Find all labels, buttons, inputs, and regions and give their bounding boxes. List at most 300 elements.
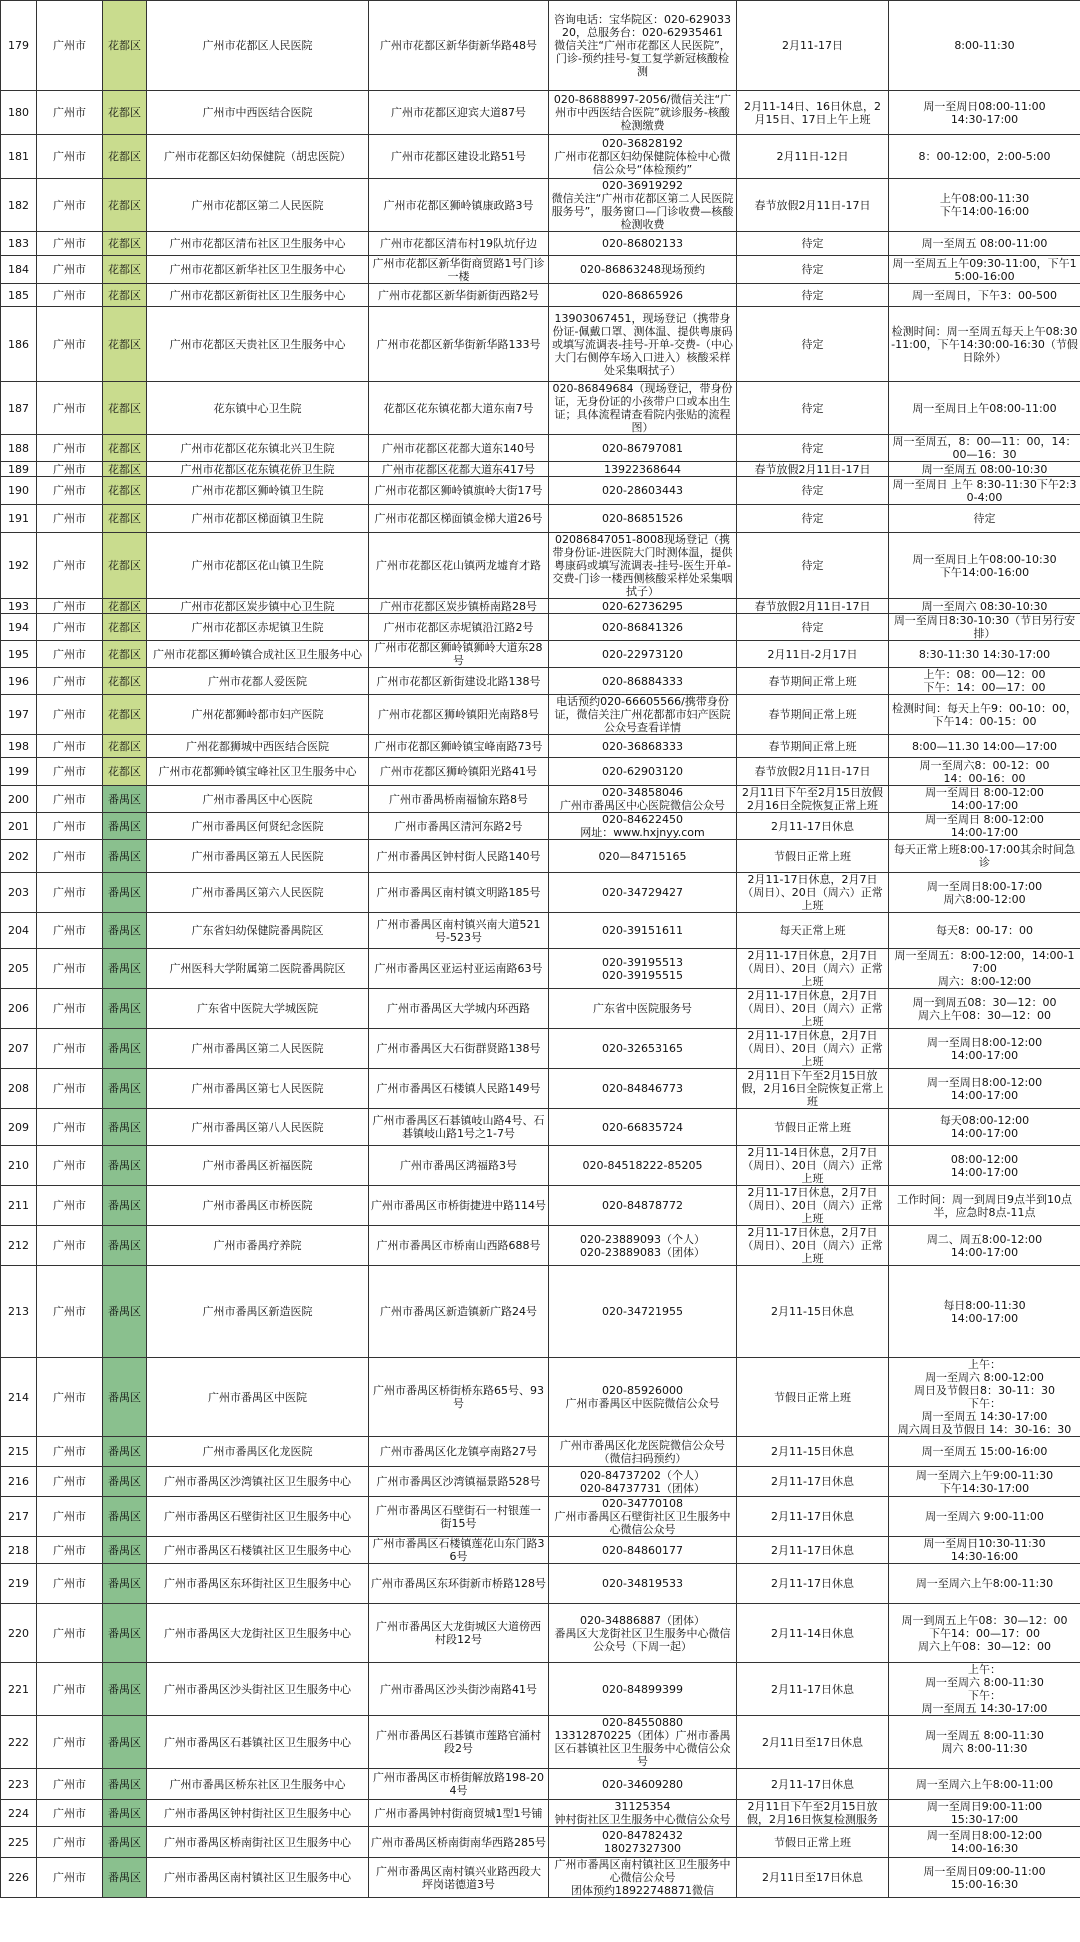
cell-holiday: 节假日正常上班 xyxy=(737,840,889,873)
table-row xyxy=(1,735,1080,758)
table-row xyxy=(1,1858,1080,1898)
cell-contact: 020-86865926 xyxy=(549,284,737,307)
cell-district: 花都区 xyxy=(103,668,147,695)
cell-address: 广州市番禺区南村镇文明路185号 xyxy=(369,873,549,913)
cell-index: 213 xyxy=(1,1266,37,1358)
cell-district: 番禺区 xyxy=(103,1827,147,1858)
cell-city: 广州市 xyxy=(37,614,103,641)
cell-city: 广州市 xyxy=(37,91,103,135)
cell-district: 花都区 xyxy=(103,505,147,533)
cell-index: 192 xyxy=(1,533,37,599)
table-row xyxy=(1,284,1080,307)
table-row xyxy=(1,1358,1080,1437)
cell-index: 187 xyxy=(1,382,37,435)
cell-address: 广州市番禺区石碁镇岐山路4号、石碁镇岐山路1号之1-7号 xyxy=(369,1109,549,1146)
cell-city: 广州市 xyxy=(37,1069,103,1109)
cell-holiday: 春节放假2月11日-17日 xyxy=(737,758,889,786)
cell-holiday: 春节放假2月11日-17日 xyxy=(737,462,889,477)
cell-hours: 8:30-11:30 14:30-17:00 xyxy=(889,641,1080,668)
cell-index: 223 xyxy=(1,1769,37,1800)
cell-district: 番禺区 xyxy=(103,1564,147,1604)
cell-hours: 8:00—11.30 14:00—17:00 xyxy=(889,735,1080,758)
cell-holiday: 2月11日下午至2月15日放假 2月16日全院恢复正常上班 xyxy=(737,786,889,813)
cell-district: 番禺区 xyxy=(103,989,147,1029)
cell-district: 番禺区 xyxy=(103,913,147,949)
cell-name: 广州市番禺区桥东社区卫生服务中心 xyxy=(147,1769,369,1800)
table-row xyxy=(1,435,1080,462)
cell-hours: 周一至周五 8:00-11:30 周六 8:00-11:30 xyxy=(889,1716,1080,1769)
cell-district: 番禺区 xyxy=(103,1858,147,1898)
cell-index: 181 xyxy=(1,135,37,179)
cell-address: 广州市番禺区南村镇兴南大道521号-523号 xyxy=(369,913,549,949)
cell-name: 广州市番禺区市桥医院 xyxy=(147,1186,369,1226)
cell-district: 番禺区 xyxy=(103,1800,147,1827)
table-row xyxy=(1,873,1080,913)
cell-district: 番禺区 xyxy=(103,949,147,989)
cell-hours: 周一至周日08:00-11:00 14:30-17:00 xyxy=(889,91,1080,135)
cell-name: 广州市番禺区桥南街社区卫生服务中心 xyxy=(147,1827,369,1858)
cell-hours: 周一至周日，下午3：00-500 xyxy=(889,284,1080,307)
cell-city: 广州市 xyxy=(37,873,103,913)
cell-name: 广州市番禺区新造医院 xyxy=(147,1266,369,1358)
cell-name: 广州市花都区新街社区卫生服务中心 xyxy=(147,284,369,307)
cell-holiday: 节假日正常上班 xyxy=(737,1109,889,1146)
cell-city: 广州市 xyxy=(37,1827,103,1858)
cell-contact: 020-86884333 xyxy=(549,668,737,695)
cell-holiday: 待定 xyxy=(737,533,889,599)
cell-city: 广州市 xyxy=(37,505,103,533)
cell-address: 广州市花都区新华街商贸路1号门诊一楼 xyxy=(369,256,549,284)
cell-city: 广州市 xyxy=(37,179,103,232)
cell-name: 广州市番禺区石楼镇社区卫生服务中心 xyxy=(147,1537,369,1564)
cell-district: 花都区 xyxy=(103,735,147,758)
cell-district: 花都区 xyxy=(103,599,147,614)
cell-district: 花都区 xyxy=(103,533,147,599)
cell-contact: 020-66835724 xyxy=(549,1109,737,1146)
cell-hours: 周二、周五8:00-12:00 14:00-17:00 xyxy=(889,1226,1080,1266)
cell-address: 广州市花都区梯面镇金梯大道26号 xyxy=(369,505,549,533)
cell-contact: 020-62736295 xyxy=(549,599,737,614)
cell-contact: 020-86888997-2056/微信关注“广州市中西医结合医院”就诊服务-核酸检测缴费 xyxy=(549,91,737,135)
cell-holiday: 2月11-17日休息 xyxy=(737,1663,889,1716)
table-row xyxy=(1,1,1080,91)
cell-index: 208 xyxy=(1,1069,37,1109)
cell-holiday: 每天正常上班 xyxy=(737,913,889,949)
cell-district: 花都区 xyxy=(103,462,147,477)
cell-index: 198 xyxy=(1,735,37,758)
cell-hours: 周一至周日9:00-11:00 15:30-17:00 xyxy=(889,1800,1080,1827)
cell-name: 广州市番禺区第五人民医院 xyxy=(147,840,369,873)
cell-city: 广州市 xyxy=(37,1186,103,1226)
cell-index: 190 xyxy=(1,477,37,505)
cell-index: 189 xyxy=(1,462,37,477)
cell-city: 广州市 xyxy=(37,1716,103,1769)
cell-hours: 周一至周五 08:00-11:00 xyxy=(889,232,1080,256)
cell-index: 202 xyxy=(1,840,37,873)
cell-name: 广州市番禺区何贤纪念医院 xyxy=(147,813,369,840)
cell-contact: 020-84550880 13312870225（团体）广州市番禺区石碁镇社区卫生服务中心微信公众号 xyxy=(549,1716,737,1769)
cell-district: 番禺区 xyxy=(103,1663,147,1716)
cell-city: 广州市 xyxy=(37,1537,103,1564)
cell-name: 广州市番禺区沙湾镇社区卫生服务中心 xyxy=(147,1467,369,1497)
cell-name: 广州市番禺区第六人民医院 xyxy=(147,873,369,913)
cell-city: 广州市 xyxy=(37,1,103,91)
cell-city: 广州市 xyxy=(37,735,103,758)
table-row xyxy=(1,1266,1080,1358)
table-row xyxy=(1,135,1080,179)
table-row xyxy=(1,695,1080,735)
cell-name: 广州市番禺区中医院 xyxy=(147,1358,369,1437)
cell-contact: 020-34770108 广州市番禺区石壁街社区卫生服务中心微信公众号 xyxy=(549,1497,737,1537)
cell-contact: 13903067451，现场登记（携带身份证-佩戴口罩、测体温、提供粤康码或填写流调表-挂号-开单-交费-（中心大门右侧停车场入口进入）核酸采样处采集咽拭子） xyxy=(549,307,737,382)
cell-city: 广州市 xyxy=(37,1358,103,1437)
cell-contact: 020-86802133 xyxy=(549,232,737,256)
cell-address: 广州市番禺区亚运村亚运南路63号 xyxy=(369,949,549,989)
cell-holiday: 待定 xyxy=(737,435,889,462)
cell-holiday: 待定 xyxy=(737,614,889,641)
cell-holiday: 待定 xyxy=(737,505,889,533)
table-row xyxy=(1,949,1080,989)
table-row xyxy=(1,913,1080,949)
cell-address: 广州市番禺区石碁镇市莲路官涌村段2号 xyxy=(369,1716,549,1769)
cell-holiday: 2月11-17日休息 xyxy=(737,1497,889,1537)
cell-contact: 020-86851526 xyxy=(549,505,737,533)
cell-hours: 每天08:00-12:00 14:00-17:00 xyxy=(889,1109,1080,1146)
cell-district: 番禺区 xyxy=(103,1146,147,1186)
cell-hours: 周一至周日8:00-17:00 周六8:00-12:00 xyxy=(889,873,1080,913)
cell-index: 221 xyxy=(1,1663,37,1716)
cell-city: 广州市 xyxy=(37,668,103,695)
cell-address: 广州市花都区花都大道东417号 xyxy=(369,462,549,477)
cell-holiday: 2月11日至17日休息 xyxy=(737,1858,889,1898)
cell-district: 花都区 xyxy=(103,435,147,462)
cell-address: 广州市番禺区大学城内环西路 xyxy=(369,989,549,1029)
cell-name: 广州市花都区花山镇卫生院 xyxy=(147,533,369,599)
cell-city: 广州市 xyxy=(37,284,103,307)
cell-holiday: 2月11-17日休息，2月7日（周日）、20日（周六）正常上班 xyxy=(737,1029,889,1069)
table-row xyxy=(1,462,1080,477)
table-row xyxy=(1,256,1080,284)
cell-name: 广东省妇幼保健院番禺院区 xyxy=(147,913,369,949)
table-row xyxy=(1,533,1080,599)
cell-holiday: 2月11日下午至2月15日放假，2月16日恢复检测服务 xyxy=(737,1800,889,1827)
table-row xyxy=(1,1716,1080,1769)
cell-name: 广州市花都区天贵社区卫生服务中心 xyxy=(147,307,369,382)
cell-contact: 020-36828192 广州市花都区妇幼保健院体检中心微信公众号“体检预约” xyxy=(549,135,737,179)
cell-hours: 周一到周五08：30—12：00 周六上午08：30—12：00 xyxy=(889,989,1080,1029)
cell-holiday: 2月11-17日休息，2月7日（周日）、20日（周六）正常上班 xyxy=(737,1226,889,1266)
cell-district: 花都区 xyxy=(103,614,147,641)
cell-name: 广州市番禺区第七人民医院 xyxy=(147,1069,369,1109)
cell-contact: 020-34858046 广州市番禺区中心医院微信公众号 xyxy=(549,786,737,813)
cell-contact: 020-28603443 xyxy=(549,477,737,505)
cell-contact: 020-86849684（现场登记，带身份证，无身份证的小孩带户口或本出生证；具体流程请查看院内张贴的流程图） xyxy=(549,382,737,435)
table-row xyxy=(1,758,1080,786)
cell-hours: 周一至周日8:00-12:00 14:00-16:30 xyxy=(889,1827,1080,1858)
cell-index: 216 xyxy=(1,1467,37,1497)
cell-hours: 周一至周日上午08:00-10:30 下午14:00-16:00 xyxy=(889,533,1080,599)
cell-hours: 周一至周日8:00-12:00 14:00-17:00 xyxy=(889,1069,1080,1109)
cell-district: 番禺区 xyxy=(103,1226,147,1266)
table-row xyxy=(1,1029,1080,1069)
cell-holiday: 春节放假2月11日-17日 xyxy=(737,179,889,232)
table-row xyxy=(1,1109,1080,1146)
cell-holiday: 2月11-14日休息，2月7日（周日）、20日（周六）正常上班 xyxy=(737,1146,889,1186)
cell-address: 广州市番禺钟村街商贸城1型1号铺 xyxy=(369,1800,549,1827)
cell-holiday: 2月11-15日休息 xyxy=(737,1437,889,1467)
cell-district: 花都区 xyxy=(103,641,147,668)
table-row xyxy=(1,91,1080,135)
cell-district: 番禺区 xyxy=(103,1769,147,1800)
cell-district: 番禺区 xyxy=(103,1029,147,1069)
cell-city: 广州市 xyxy=(37,1109,103,1146)
table-row xyxy=(1,477,1080,505)
cell-district: 番禺区 xyxy=(103,1604,147,1663)
cell-index: 218 xyxy=(1,1537,37,1564)
cell-address: 广州市花都区狮岭镇旗岭大街17号 xyxy=(369,477,549,505)
cell-name: 广州市花都区第二人民医院 xyxy=(147,179,369,232)
cell-city: 广州市 xyxy=(37,477,103,505)
cell-district: 花都区 xyxy=(103,284,147,307)
cell-name: 广州市花都区炭步镇中心卫生院 xyxy=(147,599,369,614)
cell-contact: 电话预约020-66605566/携带身份证，微信关注广州花都都市妇产医院公众号查看详情 xyxy=(549,695,737,735)
cell-index: 225 xyxy=(1,1827,37,1858)
table-row xyxy=(1,1537,1080,1564)
cell-contact: 020-34721955 xyxy=(549,1266,737,1358)
cell-city: 广州市 xyxy=(37,1437,103,1467)
cell-hours: 上午： 周一至周六 8:00-12:00 周日及节假日8：30-11：30 下午： 周一至周五 14:30-17:00 周六周日及节假日 14：30-16：30 xyxy=(889,1358,1080,1437)
cell-holiday: 2月11日-12日 xyxy=(737,135,889,179)
table-row xyxy=(1,505,1080,533)
cell-address: 广州市番禺区清河东路2号 xyxy=(369,813,549,840)
cell-hours: 每天正常上班8:00-17:00其余时间急诊 xyxy=(889,840,1080,873)
cell-contact: 广东省中医院服务号 xyxy=(549,989,737,1029)
cell-district: 花都区 xyxy=(103,382,147,435)
cell-holiday: 2月11-14日休息 xyxy=(737,1604,889,1663)
cell-district: 花都区 xyxy=(103,256,147,284)
cell-name: 广州花都狮岭都市妇产医院 xyxy=(147,695,369,735)
cell-address: 广州市花都区狮岭镇康政路3号 xyxy=(369,179,549,232)
cell-hours: 周一至周日8:30-10:30（节日另行安排） xyxy=(889,614,1080,641)
cell-index: 204 xyxy=(1,913,37,949)
table-row xyxy=(1,786,1080,813)
cell-address: 广州市番禺区新造镇新广路24号 xyxy=(369,1266,549,1358)
cell-address: 广州市番禺桥南福愉东路8号 xyxy=(369,786,549,813)
cell-contact: 020-84622450 网址：www.hxjnyy.com xyxy=(549,813,737,840)
cell-holiday: 春节期间正常上班 xyxy=(737,735,889,758)
cell-holiday: 待定 xyxy=(737,307,889,382)
cell-city: 广州市 xyxy=(37,989,103,1029)
cell-hours: 周一至周五 08:00-10:30 xyxy=(889,462,1080,477)
cell-hours: 周一至周六 9:00-11:00 xyxy=(889,1497,1080,1537)
cell-city: 广州市 xyxy=(37,1858,103,1898)
cell-index: 193 xyxy=(1,599,37,614)
cell-hours: 周一至周日09:00-11:00 15:00-16:30 xyxy=(889,1858,1080,1898)
cell-district: 番禺区 xyxy=(103,1537,147,1564)
cell-hours: 周一至周六 08:30-10:30 xyxy=(889,599,1080,614)
cell-name: 广州市花都区妇幼保健院（胡忠医院） xyxy=(147,135,369,179)
cell-address: 广州市花都区炭步镇桥南路28号 xyxy=(369,599,549,614)
cell-name: 广州花都狮城中西医结合医院 xyxy=(147,735,369,758)
cell-address: 广州市花都区狮岭镇狮岭大道东28号 xyxy=(369,641,549,668)
cell-index: 186 xyxy=(1,307,37,382)
cell-district: 花都区 xyxy=(103,758,147,786)
cell-contact: 020—84715165 xyxy=(549,840,737,873)
cell-hours: 周一至周五 15:00-16:00 xyxy=(889,1437,1080,1467)
cell-address: 广州市花都区狮岭镇宝峰南路73号 xyxy=(369,735,549,758)
table-body xyxy=(1,1,1080,1898)
cell-name: 广州市花都区狮岭镇卫生院 xyxy=(147,477,369,505)
cell-holiday: 2月11日至17日休息 xyxy=(737,1716,889,1769)
cell-address: 广州市番禺区大石街群贤路138号 xyxy=(369,1029,549,1069)
cell-index: 212 xyxy=(1,1226,37,1266)
cell-address: 广州市番禺区钟村街人民路140号 xyxy=(369,840,549,873)
cell-index: 180 xyxy=(1,91,37,135)
cell-holiday: 2月11-17日休息 xyxy=(737,813,889,840)
cell-index: 196 xyxy=(1,668,37,695)
table-row xyxy=(1,599,1080,614)
cell-contact: 020-85926000 广州市番禺区中医院微信公众号 xyxy=(549,1358,737,1437)
cell-name: 广州市番禺区中心医院 xyxy=(147,786,369,813)
cell-contact: 020-84846773 xyxy=(549,1069,737,1109)
cell-contact: 020-39195513 020-39195515 xyxy=(549,949,737,989)
cell-address: 广州市花都区狮岭镇阳光路41号 xyxy=(369,758,549,786)
cell-city: 广州市 xyxy=(37,1564,103,1604)
cell-name: 广州市花都人爱医院 xyxy=(147,668,369,695)
table-row xyxy=(1,668,1080,695)
cell-hours: 周一至周日 8:00-12:00 14:00-17:00 xyxy=(889,786,1080,813)
cell-contact: 02086847051-8008现场登记（携带身份证-进医院大门时测体温，提供粤康码或填写流调表-挂号-医生开单-交费-门诊一楼西侧核酸采样处采集咽拭子） xyxy=(549,533,737,599)
cell-city: 广州市 xyxy=(37,1769,103,1800)
cell-contact: 020-86863248现场预约 xyxy=(549,256,737,284)
table-row xyxy=(1,1564,1080,1604)
cell-name: 广州市番禺疗养院 xyxy=(147,1226,369,1266)
cell-city: 广州市 xyxy=(37,232,103,256)
table-row xyxy=(1,1827,1080,1858)
cell-contact: 020-22973120 xyxy=(549,641,737,668)
cell-contact: 020-36868333 xyxy=(549,735,737,758)
cell-address: 广州市番禺区石壁街石一村银莲一街15号 xyxy=(369,1497,549,1537)
cell-district: 番禺区 xyxy=(103,1467,147,1497)
table-row xyxy=(1,641,1080,668)
cell-address: 广州市番禺区桥街桥东路65号、93号 xyxy=(369,1358,549,1437)
cell-index: 219 xyxy=(1,1564,37,1604)
cell-contact: 020-62903120 xyxy=(549,758,737,786)
table-row xyxy=(1,813,1080,840)
cell-holiday: 待定 xyxy=(737,232,889,256)
cell-name: 花东镇中心卫生院 xyxy=(147,382,369,435)
cell-hours: 周一至周日10:30-11:30 14:30-16:00 xyxy=(889,1537,1080,1564)
cell-name: 广州市花都区赤坭镇卫生院 xyxy=(147,614,369,641)
cell-hours: 工作时间：周一到周日9点半到10点半，应急时8点-11点 xyxy=(889,1186,1080,1226)
cell-district: 花都区 xyxy=(103,179,147,232)
cell-district: 番禺区 xyxy=(103,1109,147,1146)
cell-district: 花都区 xyxy=(103,232,147,256)
cell-hours: 周一至周五，8：00—11：00，14：00—16：30 xyxy=(889,435,1080,462)
cell-district: 花都区 xyxy=(103,695,147,735)
cell-name: 广州市花都区新华社区卫生服务中心 xyxy=(147,256,369,284)
cell-holiday: 2月11-17日休息 xyxy=(737,1537,889,1564)
cell-hours: 周一至周日 8:00-12:00 14:00-17:00 xyxy=(889,813,1080,840)
cell-hours: 08:00-12:00 14:00-17:00 xyxy=(889,1146,1080,1186)
cell-index: 203 xyxy=(1,873,37,913)
cell-index: 211 xyxy=(1,1186,37,1226)
cell-district: 番禺区 xyxy=(103,1716,147,1769)
table-row xyxy=(1,1146,1080,1186)
table-row xyxy=(1,382,1080,435)
table-row xyxy=(1,1769,1080,1800)
table-row xyxy=(1,989,1080,1029)
cell-contact: 020-34819533 xyxy=(549,1564,737,1604)
cell-name: 广州市番禺区第二人民医院 xyxy=(147,1029,369,1069)
cell-name: 广州医科大学附属第二医院番禺院区 xyxy=(147,949,369,989)
cell-index: 214 xyxy=(1,1358,37,1437)
cell-hours: 周一至周五：8:00-12:00，14:00-17:00 周六：8:00-12:00 xyxy=(889,949,1080,989)
cell-name: 广州市中西医结合医院 xyxy=(147,91,369,135)
cell-hours: 周一到周五上午08：30—12：00 下午14：00—17：00 周六上午08：30—12：00 xyxy=(889,1604,1080,1663)
table-row xyxy=(1,1800,1080,1827)
cell-contact: 广州市番禺区化龙医院微信公众号（微信扫码预约） xyxy=(549,1437,737,1467)
cell-name: 广州市番禺区钟村街社区卫生服务中心 xyxy=(147,1800,369,1827)
table-row xyxy=(1,614,1080,641)
cell-holiday: 2月11-17日休息 xyxy=(737,1769,889,1800)
table-row xyxy=(1,1069,1080,1109)
table-row xyxy=(1,1497,1080,1537)
table-row xyxy=(1,1663,1080,1716)
cell-name: 广州市花都区狮岭镇合成社区卫生服务中心 xyxy=(147,641,369,668)
cell-index: 183 xyxy=(1,232,37,256)
cell-city: 广州市 xyxy=(37,1497,103,1537)
cell-address: 广州市花都区建设北路51号 xyxy=(369,135,549,179)
cell-index: 210 xyxy=(1,1146,37,1186)
cell-city: 广州市 xyxy=(37,307,103,382)
cell-name: 广州市番禺区石壁街社区卫生服务中心 xyxy=(147,1497,369,1537)
cell-hours: 周一至周六上午8:00-11:00 xyxy=(889,1769,1080,1800)
cell-holiday: 2月11-17日休息 xyxy=(737,1564,889,1604)
cell-city: 广州市 xyxy=(37,462,103,477)
cell-city: 广州市 xyxy=(37,435,103,462)
cell-contact: 020-86841326 xyxy=(549,614,737,641)
cell-holiday: 2月11-17日休息，2月7日（周日）、20日（周六）正常上班 xyxy=(737,989,889,1029)
cell-city: 广州市 xyxy=(37,1029,103,1069)
cell-city: 广州市 xyxy=(37,533,103,599)
cell-contact: 广州市番禺区南村镇社区卫生服务中心微信公众号 团体预约18922748871微信 xyxy=(549,1858,737,1898)
cell-hours: 周一至周日 上午 8:30-11:30下午2:30-4:00 xyxy=(889,477,1080,505)
cell-address: 广州市番禺区沙头街沙南路41号 xyxy=(369,1663,549,1716)
cell-holiday: 春节放假2月11日-17日 xyxy=(737,599,889,614)
cell-address: 广州市花都区新街建设北路138号 xyxy=(369,668,549,695)
cell-name: 广州市番禺区东环街社区卫生服务中心 xyxy=(147,1564,369,1604)
cell-district: 番禺区 xyxy=(103,1437,147,1467)
cell-index: 197 xyxy=(1,695,37,735)
cell-hours: 上午： 周一至周六 8:00-11:30 下午： 周一至周五 14:30-17:00 xyxy=(889,1663,1080,1716)
cell-holiday: 春节期间正常上班 xyxy=(737,668,889,695)
cell-city: 广州市 xyxy=(37,1663,103,1716)
cell-city: 广州市 xyxy=(37,786,103,813)
cell-district: 花都区 xyxy=(103,477,147,505)
cell-hours: 周一至周六8：00-12：00 14：00-16：00 xyxy=(889,758,1080,786)
table-row xyxy=(1,1226,1080,1266)
cell-district: 花都区 xyxy=(103,1,147,91)
cell-holiday: 2月11-17日休息，2月7日（周日）、20日（周六）正常上班 xyxy=(737,1186,889,1226)
cell-index: 206 xyxy=(1,989,37,1029)
cell-name: 广州市番禺区沙头街社区卫生服务中心 xyxy=(147,1663,369,1716)
cell-hours: 周一至周日8:00-12:00 14:00-17:00 xyxy=(889,1029,1080,1069)
cell-address: 广州市番禺区大龙街城区大道傍西村段12号 xyxy=(369,1604,549,1663)
cell-address: 广州市花都区花山镇两龙墟育才路 xyxy=(369,533,549,599)
cell-district: 番禺区 xyxy=(103,1497,147,1537)
cell-city: 广州市 xyxy=(37,1467,103,1497)
